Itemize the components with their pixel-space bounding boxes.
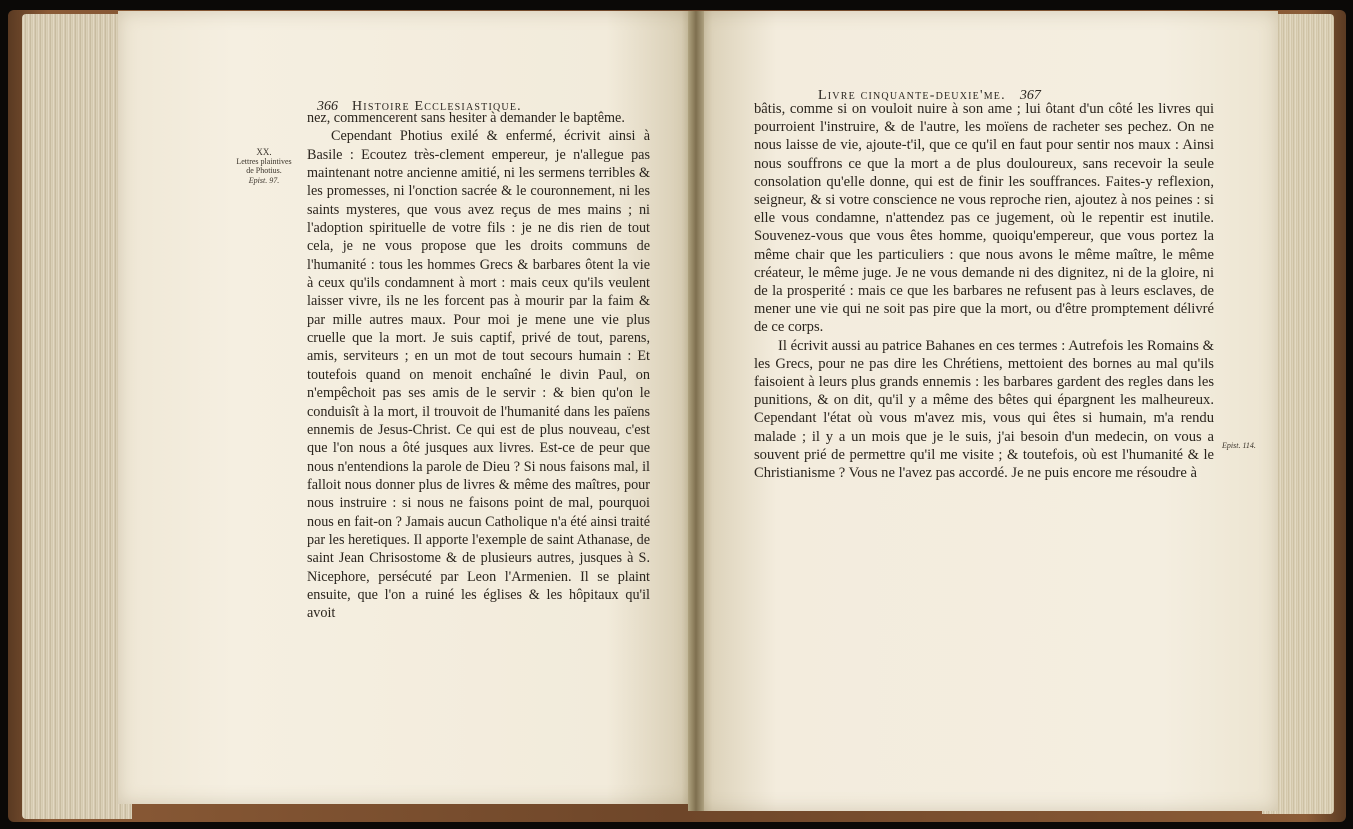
left-page-body: [307, 109, 650, 623]
right-margin-ref: Epist. 114.: [1222, 441, 1256, 450]
left-margin-note: [228, 148, 300, 185]
right-running-title: Livre cinquante-deuxie'me.: [818, 88, 1006, 103]
margin-note-line1: Lettres plaintives: [236, 157, 292, 166]
margin-note-number: XX.: [256, 147, 272, 157]
left-paragraph: Cependant Photius exilé & enfermé, écrivit ainsi à Basile : Ecoutez très-clement empereur, je n'allegue pas maintenant notre ancienne amitié, ni les sermens terribles & les promesses, ni l'onction sacrée & le couronnement, ni les saints mysteres, que vous avez reçus de mes mains ; ni l'adoption spirituelle de votre fils : je ne dis rien de tout cela, je ne vous propose que les droits communs de l'humanité : tous les hommes Grecs & barbares ôtent la vie à ceux qu'ils condamnent à mort : mais ceux qu'ils veulent laisser vivre, ils ne les forcent pas à mourir par la faim & par mille autres maux. Pour moi je mene une vie plus cruelle que la mort. Je suis captif, privé de tout, parens, amis, serviteurs ; en un mot de tout secours humain : Et toutefois quand on menoit enchaîné le divin Paul, on n'empêchoit pas ses amis de le servir : & bien qu'on le conduisît à la mort, il trouvoit de l'humanité dans les païens ennemis de Jesus-Christ. Ce qui est de plus nouveau, c'est que l'on nous a ôté jusques aux livres. Est-ce de peur que nous n'entendions la parole de Dieu ? Si nous faisons mal, il falloit nous donner plus de livres & même des maîtres, pour nous instruire : si nous ne faisons point de mal, pourquoi nous en fait-on ? Jamais aucun Catholique n'a été ainsi traité par les heretiques. Il apporte l'exemple de saint Athanase, de saint Jean Chrisostome & de plusieurs autres, jusques à S. Nicephore, persécuté par Leon l'Armenien. Il se plaint ensuite, que l'on a ruiné les églises & les hôpitaux qu'il avoit: [307, 128, 650, 622]
right-page-body: [754, 100, 1214, 482]
book-gutter: [688, 11, 704, 811]
right-paragraph: Il écrivit aussi au patrice Bahanes en ces termes : Autrefois les Romains & les Grecs, pour ne pas dire les Chrétiens, mettoient des bornes au mal qu'ils faisoient à leurs plus grands ennemis : les barbares gardent des regles dans les punitions, & on dit, qu'il y a même des bêtes qui épargnent les malheureux. Cependant l'état où vous m'avez mis, vous qui êtes si humain, m'a rendu malade ; il y a un mois que je le suis, j'ai besoin d'un medecin, on vous a souvent prié de permettre qu'il me visite ; & toutefois, où est l'humanité & le Christianisme ? Vous ne l'avez pas accordé. Je ne puis encore me résoudre à: [754, 337, 1214, 482]
left-page-edges: [22, 14, 132, 819]
right-page-number: 367: [1019, 88, 1041, 103]
left-paragraph: nez, commencerent sans hesiter à demander le baptême.: [307, 110, 625, 126]
right-paragraph: bâtis, comme si on vouloit nuire à son ame ; lui ôtant d'un côté les livres qui pourroient l'instruire, & de l'autre, les moïens de racheter ses pechez. On ne nous laisse de vie, ajoute-t'il, que ce qu'il en faut pour sentir nos maux : Ainsi nous souffrons ce que la mort a de plus douloureux, sans recevoir la seule consolation qu'elle donne, qui est de finir les souffrances. Faites-y reflexion, seigneur, & si votre conscience ne vous reproche rien, ajoutez à nos peines : si elle vous condamne, n'attendez pas ce jugement, où le repentir est inutile. Souvenez-vous que vous êtes homme, quoiqu'empereur, que vous portez la même chair que les particuliers : que nous avons le même maître, le même créateur, le même juge. Je ne vous demande ni des dignitez, ni de la gloire, ni de la prosperité : mais ce que les barbares ne refusent pas à leurs esclaves, de mener une vie qui ne soit pas pire que la mort, ou d'être promptement délivré de ce corps.: [754, 101, 1214, 336]
left-running-title: Histoire Ecclesiastique.: [352, 99, 522, 114]
left-page-number: 366: [317, 99, 338, 114]
margin-note-line2: de Photius.: [246, 166, 282, 175]
margin-note-ref: Epist. 97.: [248, 176, 280, 185]
